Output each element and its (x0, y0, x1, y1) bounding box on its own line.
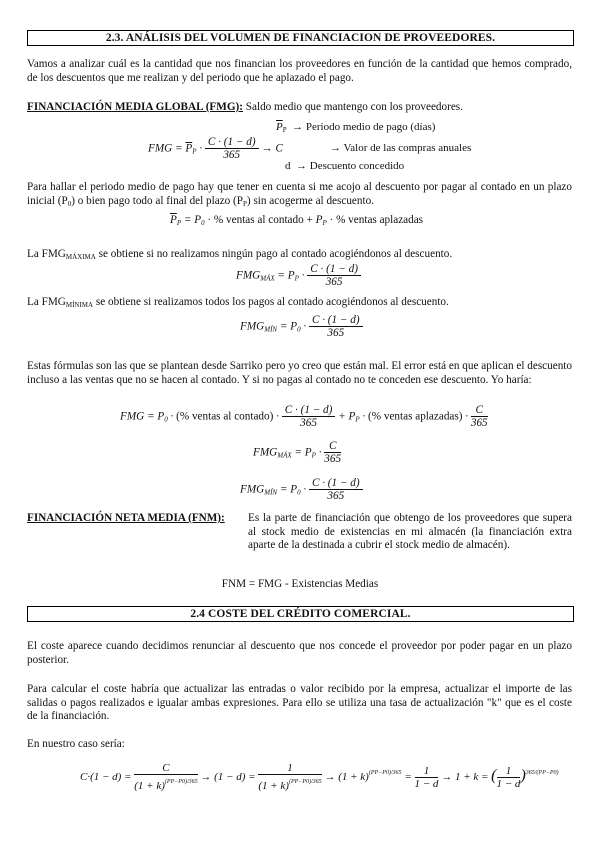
fmg-definition (27, 101, 572, 115)
fmg-corrected-formula: FMG = $P_0$ · (% ventas al contado) · $\frac{C \cdot (1 - d)}{365}$ + $P_P$ · (% ventas aplazadas) · $\frac{C}{365}$ (120, 404, 488, 429)
fmg-max-formula-1: $FMG_{MÁX} = P_P$ · $\frac{C \cdot (1 - d)}{365}$ (236, 263, 361, 289)
fmg-min-paragraph: La $FMG_{MÍNIMA}$ se obtiene si realizamos todos los pagos al contado acogiéndonos al descuento. (27, 296, 449, 309)
fmg-description: Saldo medio que mantengo con los proveedores. (242, 101, 463, 113)
cost-paragraph-3: En nuestro caso sería: (27, 738, 125, 750)
fnm-formula: FNM = FMG - Existencias Medias (221, 578, 379, 590)
cost-paragraph-2: Para calcular el coste habría que actualizar las entradas o valor recibido por la empresa, actualizar el importe de las salidas o pagos realizados e igualar ambas expresiones. Para ello se utiliza una tasa de actualización "k" que es el coste de la financiación. (27, 683, 572, 723)
fmg-min-formula-1: $FMG_{MÍN} = P_0$ · $\frac{C \cdot (1 - d)}{365}$ (240, 314, 363, 340)
section-title-2-3: 2.3. ANÁLISIS DEL VOLUMEN DE FINANCIACION DE PROVEEDORES. (27, 30, 574, 46)
fmg-formula: FMG = $\overline{P}_P$ · $\frac{C \cdot (1 - d)}{365}$ → C (148, 136, 283, 161)
fmg-max-formula-2: $FMG_{MÁX} = P_P$ · $\frac{C}{365}$ (253, 440, 342, 465)
legend-pp: $\overline{P}_P$ → Periodo medio de pago (días) (276, 121, 436, 134)
cost-formula: C·(1 − d) = $\frac{C}{(1 + k)^{(PP-P0)/365}}$ → (1 − d) = $\frac{1}{(1 + k)^{(PP-P0)/365}}$ → $(1 + k)^{(PP-P0)/365}$ = $\frac{1}{1 - d}$ → 1 + k = ( $\frac{1}{1 - d}$ )$^{365/(PP-P0)}$ (80, 762, 559, 792)
fmg-heading: FINANCIACIÓN MEDIA GLOBAL (FMG): (27, 101, 243, 113)
intro-paragraph: Vamos a analizar cuál es la cantidad que nos financian los proveedores en función de la cantidad que hemos comprado, de los descuentos que me realizan y del periodo que he aplazado el pago. (27, 58, 572, 84)
fmg-min-formula-2: $FMG_{MÍN} = P_0$ · $\frac{C \cdot (1 - d)}{365}$ (240, 477, 363, 503)
section-title-2-4: 2.4 COSTE DEL CRÉDITO COMERCIAL. (27, 606, 574, 622)
fmg-max-paragraph: La $FMG_{MÁXIMA}$ se obtiene si no realizamos ningún pago al contado acogiéndonos al descuento. (27, 248, 453, 261)
periodo-paragraph: Para hallar el periodo medio de pago hay que tener en cuenta si me acojo al descuento por pagar al contado en un plazo inicial $(P_0)$ o bien pago todo al final del plazo $(P_P)$ sin acogerme al descuento. (27, 181, 572, 208)
fnm-description: Es la parte de financiación que obtengo de los proveedores que supera al stock medio de existencias en mi almacén (la financiación extra aparte de la destinada a cubrir el stock medio de almacén). (248, 512, 572, 552)
critique-paragraph: Estas fórmulas son las que se plantean desde Sarriko pero yo creo que están mal. El error está en que aplican el descuento incluso a las ventas que no se hacen al contado. Y si no pagas al contado no te conceden ese descuento. Yo haría: (27, 360, 572, 386)
fnm-heading: FINANCIACIÓN NETA MEDIA (FNM): (27, 512, 225, 524)
legend-c: → Valor de las compras anuales (330, 142, 472, 154)
legend-d: d → Descuento concedido (285, 160, 405, 172)
pp-formula: $\overline{P}_P = P_0$ · % ventas al contado + $P_P$ · % ventas aplazadas (170, 214, 424, 227)
cost-paragraph-1: El coste aparece cuando decidimos renunciar al descuento que nos concede el proveedor por poder pagar en un plazo posterior. (27, 640, 572, 666)
